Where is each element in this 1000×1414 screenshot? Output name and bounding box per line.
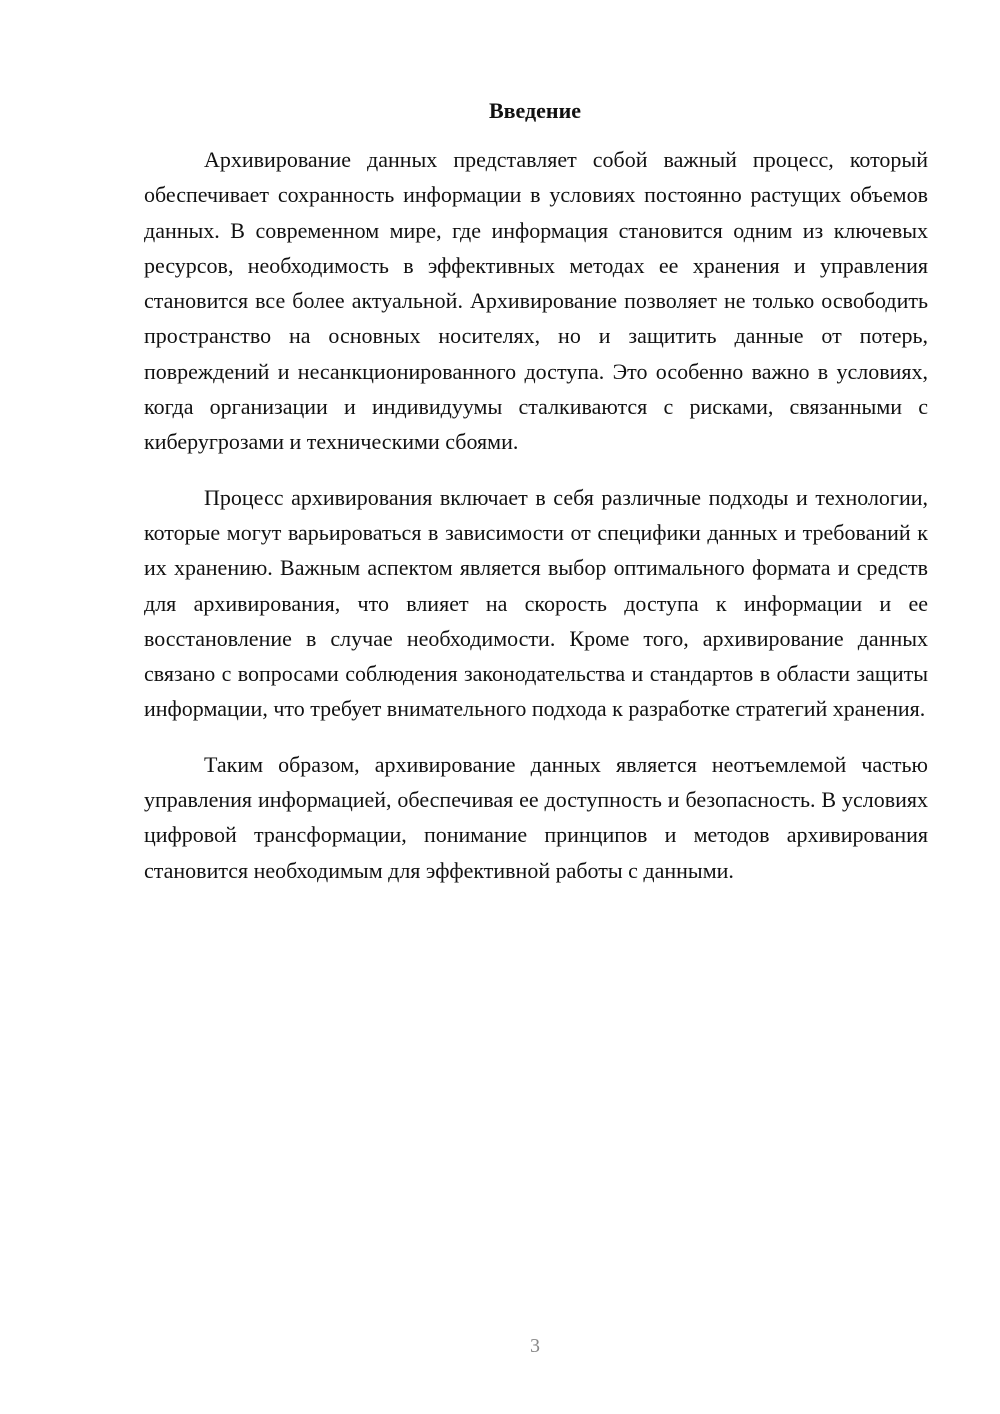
document-body: [144, 142, 928, 888]
page-title: Введение: [488, 98, 582, 123]
paragraph-3: Таким образом, архивирование данных является неотъемлемой частью управления информацией, обеспечивая ее доступность и безопасность. В условиях цифровой трансформации, понимание принципов и методов архивирования становится необходимым для эффективной работы с данными.: [144, 751, 928, 883]
paragraph-1: Архивирование данных представляет собой важный процесс, который обеспечивает сохранность информации в условиях постоянно растущих объемов данных. В современном мире, где информация становится одним из ключевых ресурсов, необходимость в эффективных методах ее хранения и управления становится все более актуальной. Архивирование позволяет не только освободить пространство на основных носителях, но и защитить данные от потерь, повреждений и несанкционированного доступа. Это особенно важно в условиях, когда организации и индивидуумы сталкиваются с рисками, связанными с киберугрозами и техническими сбоями.: [144, 147, 928, 455]
page-number: 3: [530, 1335, 540, 1357]
paragraph-2: Процесс архивирования включает в себя различные подходы и технологии, которые могут варьироваться в зависимости от специфики данных и требований к их хранению. Важным аспектом является выбор оптимального формата и средств для архивирования, что влияет на скорость доступа к информации и ее восстановление в случае необходимости. Кроме того, архивирование данных связано с вопросами соблюдения законодательства и стандартов в области защиты информации, что требует внимательного подхода к разработке стратегий хранения.: [144, 484, 928, 722]
